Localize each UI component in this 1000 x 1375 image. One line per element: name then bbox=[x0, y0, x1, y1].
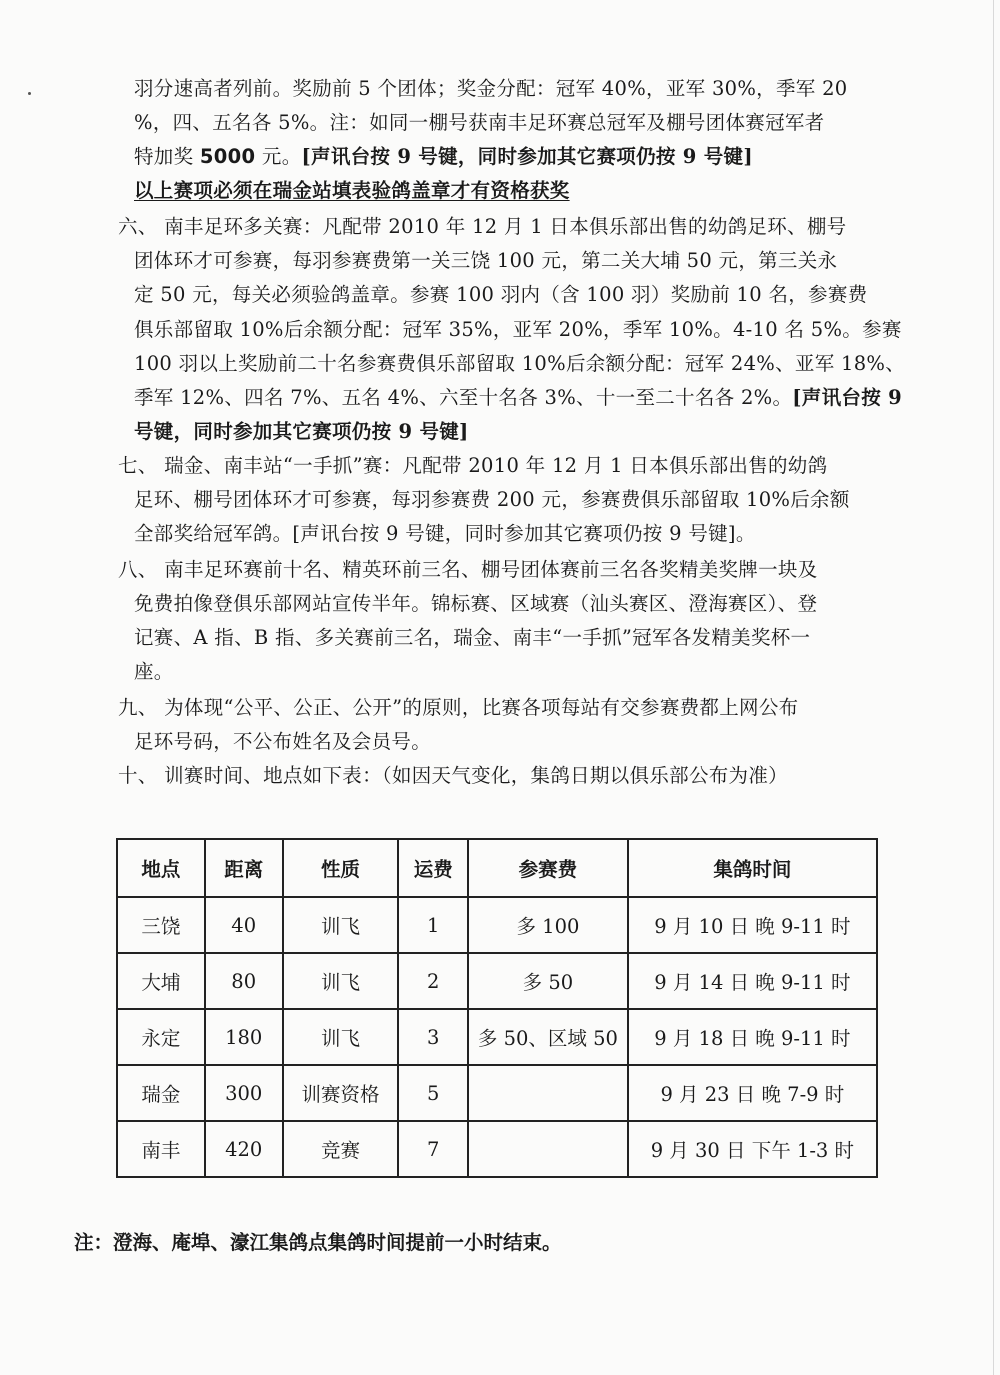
text-line bbox=[134, 72, 848, 106]
text-line-content: 七、 瑞金、南丰站“一手抓”赛：凡配带 2010 年 12 月 1 日本俱乐部出售的幼鸽 bbox=[118, 454, 828, 477]
text-line-content: %，四、五名各 5%。注：如同一棚号获南丰足环赛总冠军及棚号团体赛冠军者 bbox=[134, 111, 825, 134]
text-line bbox=[134, 244, 837, 278]
cell-distance: 80 bbox=[205, 953, 283, 1009]
text-line bbox=[134, 655, 174, 689]
cell-collection-time: 9 月 30 日 下午 1-3 时 bbox=[628, 1121, 877, 1177]
text-line bbox=[134, 106, 824, 140]
cell-freight: 2 bbox=[398, 953, 468, 1009]
text-line-content: 八、 南丰足环赛前十名、精英环前三名、棚号团体赛前三名各奖精美奖牌一块及 bbox=[118, 558, 818, 581]
cell-freight: 7 bbox=[398, 1121, 468, 1177]
text-line-content: 以上赛项必须在瑞金站填表验鸽盖章才有资格获奖 bbox=[134, 179, 570, 202]
table-header-row bbox=[117, 839, 877, 897]
cell-location: 大埔 bbox=[117, 953, 205, 1009]
text-line-content: 座。 bbox=[134, 660, 174, 683]
cell-location: 三饶 bbox=[117, 897, 205, 953]
text-line-content: 羽分速高者列前。奖励前 5 个团体；奖金分配：冠军 40%，亚军 30%，季军 20 bbox=[134, 77, 848, 100]
text-line-content: 九、 为体现“公平、公正、公开”的原则，比赛各项每站有交参赛费都上网公布 bbox=[118, 696, 799, 719]
header-location: 地点 bbox=[117, 839, 205, 897]
text-line bbox=[118, 691, 798, 725]
text-line bbox=[118, 553, 818, 587]
voice-note: [声讯台按 9 bbox=[792, 386, 902, 409]
header-type: 性质 bbox=[283, 839, 399, 897]
bonus-amount: 5000 bbox=[199, 145, 256, 168]
text-line-content: 十、 训赛时间、地点如下表：（如因天气变化，集鸽日期以俱乐部公布为准） bbox=[118, 764, 788, 787]
text-line-content: 六、 南丰足环多关赛：凡配带 2010 年 12 月 1 日本俱乐部出售的幼鸽足环、棚号 bbox=[118, 215, 847, 238]
text-line-content: 足环号码，不公布姓名及会员号。 bbox=[134, 730, 432, 753]
text-line-content: 号键，同时参加其它赛项仍按 9 号键] bbox=[134, 420, 469, 443]
footnote: 注：澄海、庵埠、濠江集鸽点集鸽时间提前一小时结束。 bbox=[74, 1231, 562, 1254]
header-freight: 运费 bbox=[398, 839, 468, 897]
text-line bbox=[134, 278, 867, 312]
text-line-content: 100 羽以上奖励前二十名参赛费俱乐部留取 10%后余额分配：冠军 24%、亚军 18%、 bbox=[134, 352, 906, 375]
text-line bbox=[134, 587, 817, 621]
cell-distance: 420 bbox=[205, 1121, 283, 1177]
cell-distance: 40 bbox=[205, 897, 283, 953]
text-line bbox=[118, 449, 827, 483]
text-line bbox=[134, 313, 902, 347]
text-line bbox=[134, 483, 850, 517]
cell-location: 永定 bbox=[117, 1009, 205, 1065]
cell-collection-time: 9 月 23 日 晚 7-9 时 bbox=[628, 1065, 877, 1121]
cell-entry-fee bbox=[468, 1065, 628, 1121]
text-line-content: 记赛、A 指、B 指、多关赛前三名，瑞金、南丰“一手抓”冠军各发精美奖杯一 bbox=[134, 626, 811, 649]
scan-speck bbox=[28, 92, 31, 95]
text-line-content: 定 50 元，每关必须验鸽盖章。参赛 100 羽内（含 100 羽）奖励前 10 名，参赛费 bbox=[134, 283, 868, 306]
text-line-content: 团体环才可参赛，每羽参赛费第一关三饶 100 元，第二关大埔 50 元，第三关永 bbox=[134, 249, 838, 272]
header-distance: 距离 bbox=[205, 839, 283, 897]
cell-entry-fee: 多 50、区域 50 bbox=[468, 1009, 628, 1065]
page-edge-line bbox=[993, 0, 994, 1375]
table-row bbox=[117, 953, 877, 1009]
cell-collection-time: 9 月 18 日 晚 9-11 时 bbox=[628, 1009, 877, 1065]
cell-freight: 1 bbox=[398, 897, 468, 953]
cell-freight: 3 bbox=[398, 1009, 468, 1065]
text-line bbox=[134, 725, 431, 759]
cell-freight: 5 bbox=[398, 1065, 468, 1121]
table-row bbox=[117, 1065, 877, 1121]
text-line bbox=[134, 347, 905, 381]
cell-collection-time: 9 月 10 日 晚 9-11 时 bbox=[628, 897, 877, 953]
text-line-content: 足环、棚号团体环才可参赛，每羽参赛费 200 元，参赛费俱乐部留取 10%后余额 bbox=[134, 488, 850, 511]
text-line bbox=[118, 759, 788, 793]
text-line bbox=[118, 210, 846, 244]
cell-location: 南丰 bbox=[117, 1121, 205, 1177]
text-line bbox=[134, 381, 902, 415]
cell-type: 竞赛 bbox=[283, 1121, 399, 1177]
text-line-content: 免费拍像登俱乐部网站宣传半年。锦标赛、区域赛（汕头赛区、澄海赛区）、登 bbox=[134, 592, 818, 615]
cell-type: 训飞 bbox=[283, 953, 399, 1009]
table-row bbox=[117, 1121, 877, 1177]
bonus-unit: 元。 bbox=[255, 145, 302, 168]
cell-type: 训飞 bbox=[283, 897, 399, 953]
text-line bbox=[134, 415, 469, 449]
cell-type: 训飞 bbox=[283, 1009, 399, 1065]
text-line-content: 特加奖 bbox=[134, 145, 200, 168]
text-line-content: 俱乐部留取 10%后余额分配：冠军 35%，亚军 20%，季军 10%。4-10 名 5%。参赛 bbox=[134, 318, 902, 341]
text-line bbox=[134, 174, 570, 208]
cell-distance: 300 bbox=[205, 1065, 283, 1121]
cell-collection-time: 9 月 14 日 晚 9-11 时 bbox=[628, 953, 877, 1009]
text-line bbox=[134, 621, 810, 655]
text-line bbox=[134, 140, 753, 174]
table-row bbox=[117, 1009, 877, 1065]
cell-location: 瑞金 bbox=[117, 1065, 205, 1121]
cell-entry-fee bbox=[468, 1121, 628, 1177]
voice-note: [声讯台按 9 号键，同时参加其它赛项仍按 9 号键] bbox=[301, 145, 753, 168]
table-row bbox=[117, 897, 877, 953]
text-line-content: 全部奖给冠军鸽。[声讯台按 9 号键，同时参加其它赛项仍按 9 号键]。 bbox=[134, 522, 756, 545]
text-line bbox=[134, 517, 756, 551]
schedule-table bbox=[116, 838, 878, 1178]
cell-type: 训赛资格 bbox=[283, 1065, 399, 1121]
header-collection-time: 集鸽时间 bbox=[628, 839, 877, 897]
cell-entry-fee: 多 50 bbox=[468, 953, 628, 1009]
cell-entry-fee: 多 100 bbox=[468, 897, 628, 953]
header-entry-fee: 参赛费 bbox=[468, 839, 628, 897]
cell-distance: 180 bbox=[205, 1009, 283, 1065]
text-line-content: 季军 12%、四名 7%、五名 4%、六至十名各 3%、十一至二十名各 2%。 bbox=[134, 386, 793, 409]
